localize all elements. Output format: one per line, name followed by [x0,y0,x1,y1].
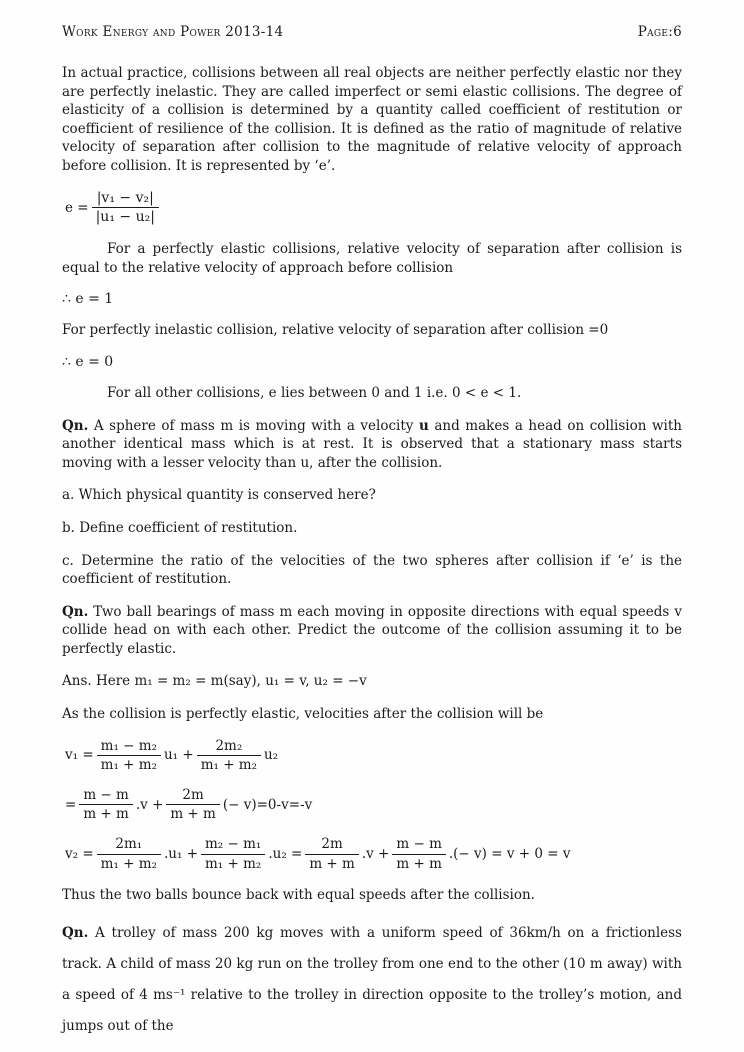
intro-paragraph: In actual practice, collisions between all real objects are neither perfectly elastic nor they are perfectly inelastic. They are called imperfect or semi elastic collisions. The degree of elasticity of a collision is determined by a quantity called coefficient of restitution or coefficient of resilience of the collision. It is defined as the ratio of magnitude of relative velocity of separation after collision to the magnitude of relative velocity of approach before collision. It is represented by ‘e’. [62,65,682,174]
eq-lhs: = [65,796,77,813]
fraction [392,836,446,871]
eq-tail: (− v)=0-v=-v [222,796,313,813]
eq-tail: .(− v) = v + 0 = v [448,846,571,863]
eq-mid: .u₂ = [268,846,303,863]
question-part-a: a. Which physical quantity is conserved here? [62,487,376,504]
equation-v1 [62,738,682,773]
equation-v2 [62,836,682,871]
document-title: Work Energy and Power 2013-14 [62,24,284,40]
question-prefix: Qn. [62,417,89,434]
eq-tail: u₂ [264,747,279,764]
fraction-numerator: m₁ − m₂ [100,737,157,754]
question-text: Two ball bearings of mass m each moving in opposite directions with equal speeds v collide head on with each other. Predict the outcome of the collision assuming it to be perfectly elastic. [62,603,682,657]
fraction [97,738,161,773]
fraction-denominator: m + m [79,804,133,822]
fraction [97,836,161,871]
fraction-denominator: m + m [305,854,359,872]
eq-mid: u₁ + [163,747,194,764]
answer-math: m₁ = m₂ = m(say), u₁ = v, u₂ = −v [134,673,367,690]
eq-mid: .v + [135,796,164,813]
conclusion-line: Thus the two balls bounce back with equal speeds after the collision. [62,886,535,903]
other-collisions-note [62,384,682,403]
e-range-math: 0 < e < 1. [452,384,522,401]
eq-lhs: v₁ = [65,747,94,764]
question-ball-bearings [62,603,682,659]
eq-mid: .u₁ + [163,846,198,863]
eq-mid: .v + [361,846,390,863]
elastic-velocities-line: As the collision is perfectly elastic, velocities after the collision will be [62,706,544,723]
fraction-denominator: m + m [166,804,220,822]
e-equals-0: ∴ e = 0 [62,353,114,370]
page-number: Page:6 [637,24,682,40]
fraction-denominator: m + m [392,854,446,872]
question-text: A trolley of mass 200 kg moves with a uniform speed of 36km/h on a frictionless track. A child of mass 20 kg run on the trolley from one end to the other (10 m away) with a speed of 4 ms⁻¹ relative to the trolley in direction opposite to the trolley’s motion, and jumps out of the [62,925,682,1035]
fraction-denominator: |u₁ − u₂| [92,207,159,226]
elastic-collision-note: For a perfectly elastic collisions, relative velocity of separation after collision is equal to the relative velocity of approach before collision [62,241,682,276]
fraction-denominator: m₁ + m₂ [201,854,265,872]
question-part-b: b. Define coefficient of restitution. [62,519,298,536]
question-sphere [62,417,682,473]
fraction-numerator: m₂ − m₁ [205,836,262,853]
fraction-denominator: m₁ + m₂ [197,755,261,773]
fraction [201,836,265,871]
eq-lhs: v₂ = [65,846,94,863]
inelastic-collision-note: For perfectly inelastic collision, relative velocity of separation after collision =0 [62,322,609,339]
question-text-1: A sphere of mass m is moving with a velocity [88,417,419,434]
fraction-numerator: 2m₂ [215,737,243,754]
fraction [305,836,359,871]
e-equals-1: ∴ e = 1 [62,291,114,308]
formula-coefficient-of-restitution [62,190,682,227]
equation-v1-continued [62,787,682,822]
formula-lhs: e = [65,199,89,216]
fraction-numerator: 2m [182,787,204,804]
answer-label: Ans. Here [62,673,135,690]
fraction-numerator: |v₁ − v₂| [96,189,154,206]
answer-line [62,672,682,691]
fraction-velocities [92,190,159,227]
question-trolley [62,918,682,1042]
fraction [166,787,220,822]
page-header [62,24,682,40]
velocity-u-bold: u [418,417,429,434]
question-part-c: c. Determine the ratio of the velocities of the two spheres after collision if ‘e’ is the coefficient of restitution. [62,552,682,588]
fraction-numerator: 2m₁ [115,836,143,853]
question-text-2: and makes a head on collision with another identical mass which is at rest. It is observed that a stationary mass starts moving with a lesser velocity than u, after the collision. [62,417,682,471]
question-prefix: Qn. [62,925,89,942]
fraction-numerator: m − m [396,836,442,853]
fraction [79,787,133,822]
other-collisions-text: For all other collisions, e lies between 0 and 1 i.e. [107,384,452,401]
fraction-numerator: 2m [321,836,343,853]
question-prefix: Qn. [62,603,89,620]
fraction [197,738,261,773]
fraction-denominator: m₁ + m₂ [97,755,161,773]
fraction-denominator: m₁ + m₂ [97,854,161,872]
fraction-numerator: m − m [83,787,129,804]
